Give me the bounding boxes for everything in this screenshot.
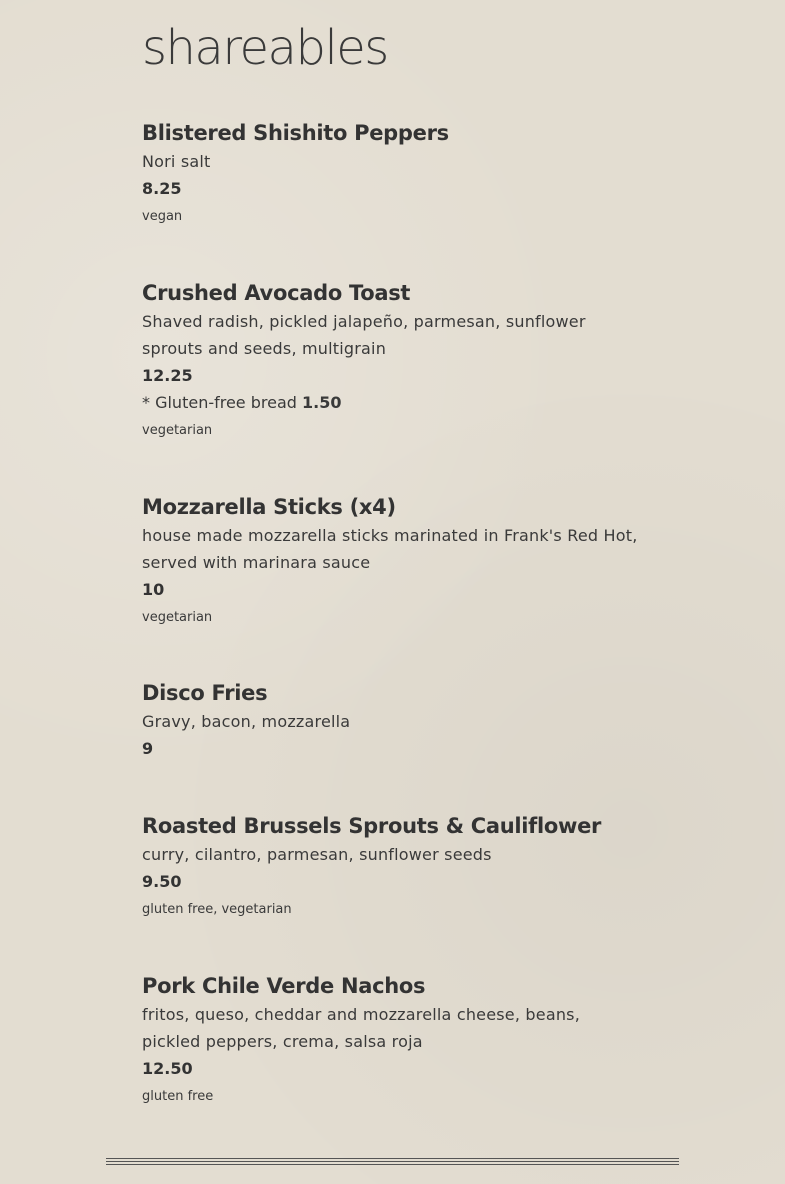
item-addon <box>142 389 642 416</box>
menu-item-avocado-toast <box>142 278 642 445</box>
item-description: house made mozzarella sticks marinated in Frank's Red Hot, served with marinara sauce <box>142 526 638 572</box>
divider-line <box>106 1158 679 1159</box>
item-price: 8.25 <box>142 179 182 198</box>
item-name: Mozzarella Sticks (x4) <box>142 495 396 519</box>
item-name: Roasted Brussels Sprouts & Cauliflower <box>142 814 602 838</box>
item-description: Shaved radish, pickled jalapeño, parmesan, sunflower sprouts and seeds, multigrain <box>142 312 586 358</box>
item-description: Gravy, bacon, mozzarella <box>142 712 351 731</box>
item-price: 12.50 <box>142 1059 193 1078</box>
menu-item-mozzarella-sticks <box>142 492 642 632</box>
item-price: 9.50 <box>142 872 182 891</box>
divider-line <box>106 1164 679 1165</box>
item-dietary-tag: gluten free, vegetarian <box>142 902 292 917</box>
section-divider <box>106 1158 679 1165</box>
menu-item-disco-fries <box>142 678 642 762</box>
item-description: Nori salt <box>142 152 211 171</box>
item-dietary-tag: vegetarian <box>142 610 213 625</box>
item-addon-label: * Gluten-free bread <box>142 393 297 412</box>
item-dietary-tag: gluten free <box>142 1089 214 1104</box>
menu-item-shishito-peppers <box>142 118 642 231</box>
menu-item-chile-verde-nachos <box>142 971 642 1111</box>
item-name: Blistered Shishito Peppers <box>142 121 449 145</box>
divider-line <box>106 1161 679 1162</box>
item-name: Pork Chile Verde Nachos <box>142 974 426 998</box>
item-description: fritos, queso, cheddar and mozzarella cheese, beans, pickled peppers, crema, salsa roja <box>142 1005 580 1051</box>
item-dietary-tag: vegetarian <box>142 423 213 438</box>
item-description: curry, cilantro, parmesan, sunflower seeds <box>142 845 492 864</box>
item-addon-price: 1.50 <box>302 393 342 412</box>
menu-item-brussels-sprouts <box>142 811 642 924</box>
item-name: Crushed Avocado Toast <box>142 281 411 305</box>
item-dietary-tag: vegan <box>142 209 183 224</box>
item-price: 12.25 <box>142 366 193 385</box>
item-price: 9 <box>142 739 154 758</box>
item-name: Disco Fries <box>142 681 268 705</box>
section-title: shareables <box>142 20 388 76</box>
item-price: 10 <box>142 580 165 599</box>
